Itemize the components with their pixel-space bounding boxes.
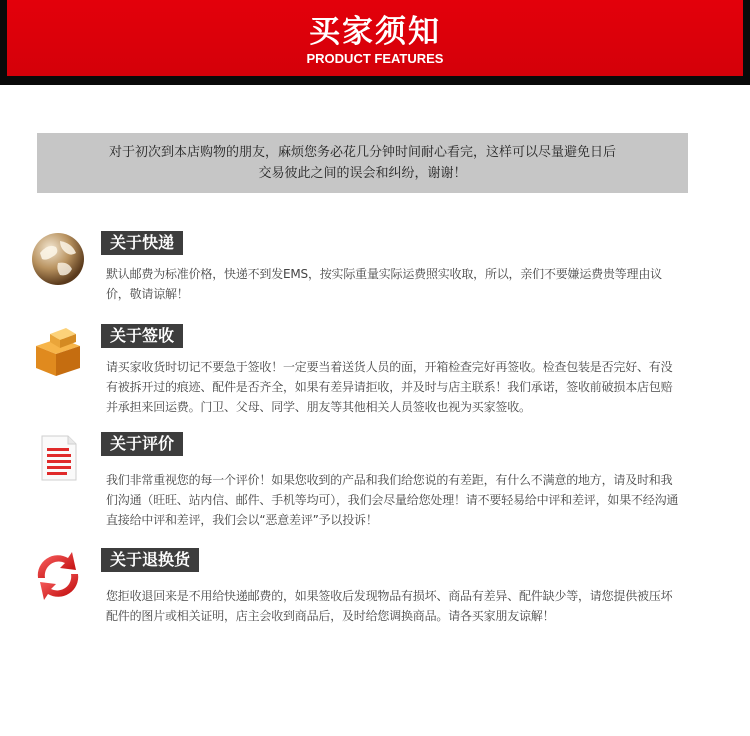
globe-icon [30,231,86,287]
notice-line-1: 对于初次到本店购物的朋友，麻烦您务必花几分钟时间耐心看完，这样可以尽量避免日后 [108,145,616,160]
notice-box [37,133,688,193]
notice-line-2: 交易彼此之间的误会和纠纷，谢谢！ [258,166,467,181]
section-text-reviews: 我们非常重视您的每一个评价！如果您收到的产品和我们给您说的有差距，有什么不满意的地方，请及时和我们沟通（旺旺、站内信、邮件、手机等均可），我们会尽量给您处理！请不要轻易给中评和差评，如果不经沟通直接给中评和差评，我们会以“恶意差评”予以投诉！ [106,473,679,527]
document-icon [30,432,86,488]
return-arrows-icon [30,548,86,604]
package-icon [30,324,86,380]
section-text-express: 默认邮费为标准价格，快递不到发EMS，按实际重量实际运费照实收取，所以，亲们不要嫌运费贵等理由议价，敬请谅解！ [106,267,662,301]
section-title-returns: 关于退换货 [101,548,199,572]
header-red-band [7,0,743,76]
section-title-signing: 关于签收 [101,324,183,348]
header-banner [0,0,750,85]
section-title-reviews: 关于评价 [101,432,183,456]
section-title-express: 关于快递 [101,231,183,255]
section-text-signing: 请买家收货时切记不要急于签收！一定要当着送货人员的面，开箱检查完好再签收。检查包装是否完好、有没有被拆开过的痕迹、配件是否齐全，如果有差异请拒收，并及时与店主联系！我们承诺，签收前破损本店包赔并承担来回运费。门卫、父母、同学、朋友等其他相关人员签收也视为买家签收。 [106,360,673,414]
section-text-returns: 您拒收退回来是不用给快递邮费的，如果签收后发现物品有损坏、商品有差异、配件缺少等，请您提供被压坏配件的图片或相关证明，店主会收到商品后，及时给您调换商品。请各买家朋友谅解！ [106,589,673,623]
page-title: 买家须知 [309,14,441,50]
page-subtitle: PRODUCT FEATURES [306,51,444,66]
